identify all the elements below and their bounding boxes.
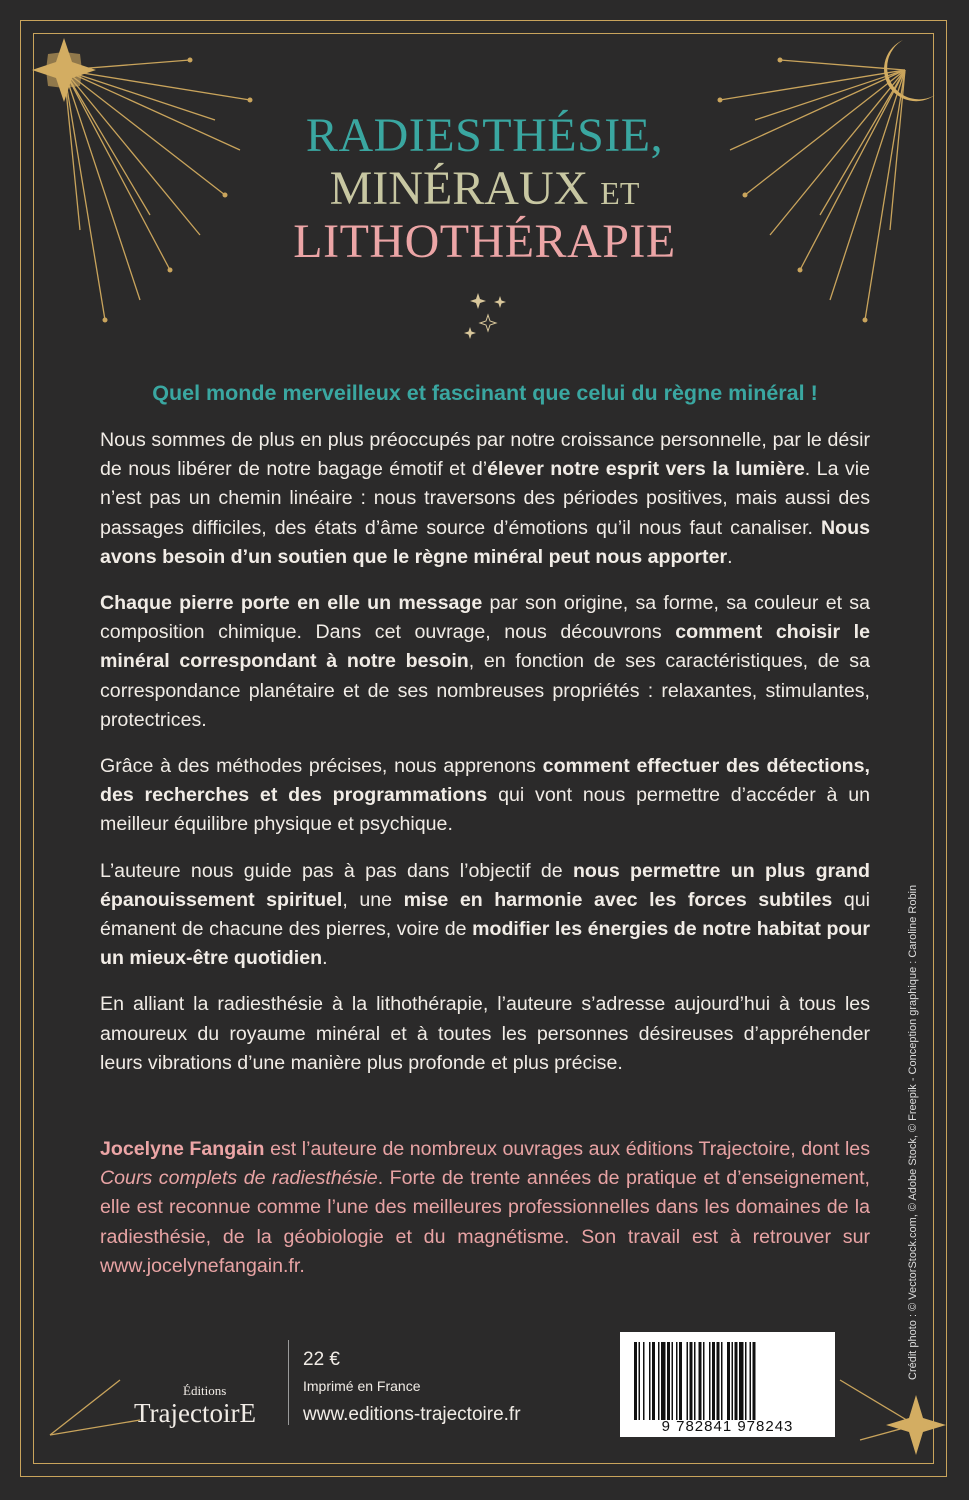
title-line-3: LITHOTHÉRAPIE bbox=[293, 215, 676, 268]
paragraph-5: En alliant la radiesthésie à la lithothérapie, l’auteure s’adresse aujourd’hui à tous les amoureux du royaume minéral et à toutes les personnes désireuses d’appréhender leurs vibrations d’une manière plus profonde et plus précise. bbox=[100, 993, 870, 1074]
author-name: Jocelyne Fangain bbox=[100, 1138, 265, 1160]
description bbox=[100, 426, 870, 1095]
title-line-1: RADIESTHÉSIE, bbox=[305, 109, 664, 162]
photo-credit: Crédit photo : © VectorStock.com, © Adobe Stock, © Freepik - Conception graphique : Caroline Robin bbox=[907, 884, 919, 1380]
publisher-logo: TrajectoirE bbox=[134, 1398, 256, 1428]
title-line-2 bbox=[0, 162, 969, 215]
bottom-moon-icon bbox=[41, 1398, 90, 1459]
title-mineraux: MINÉRAUX bbox=[329, 162, 589, 215]
printed-in: Imprimé en France bbox=[303, 1378, 421, 1394]
isbn-number: 9 782841 978243 bbox=[661, 1418, 794, 1435]
publisher-logo-small: Éditions bbox=[183, 1383, 227, 1398]
bottom-star-icon bbox=[886, 1395, 946, 1455]
paragraph-1: Nous sommes de plus en plus préoccupés par notre croissance personnelle, par le désir de nous libérer de notre bagage émotif et d’élever notre esprit vers la lumière. La vie n’est pas un chemin linéaire : nous traversons des périodes positives, mais aussi des passages difficiles, des états d’âme source d’émotions qu’il nous faut canaliser. Nous avons besoin d’un soutien que le règne minéral peut nous apporter. bbox=[100, 429, 870, 568]
paragraph-3: Grâce à des méthodes précises, nous apprenons comment effectuer des détections, des recherches et des programmations qui vont nous permettre d’accéder à un meilleur équilibre physique et psychique. bbox=[100, 755, 871, 836]
tagline: Quel monde merveilleux et fascinant que celui du règne minéral ! bbox=[152, 381, 818, 405]
footer-divider bbox=[288, 1340, 289, 1425]
author-bio: Jocelyne Fangain est l’auteure de nombreux ouvrages aux éditions Trajectoire, dont les Cours complets de radiesthésie. Forte de trente années de pratique et d’enseignement, elle est reconnue comme l’une des meilleures professionnelles dans les domaines de la radiesthésie, de la géobiologie et du magnétisme. Son travail est à retrouver sur www.jocelynefangain.fr. bbox=[100, 1138, 870, 1277]
title-et: ET bbox=[600, 175, 640, 211]
paragraph-2: Chaque pierre porte en elle un message par son origine, sa forme, sa couleur et sa composition chimique. Dans cet ouvrage, nous découvrons comment choisir le minéral correspondant à notre besoin, en fonction de ses caractéristiques, de sa correspondance planétaire et de ses nombreuses propriétés : relaxantes, stimulantes, protectrices. bbox=[100, 592, 870, 731]
paragraph-4: L’auteure nous guide pas à pas dans l’objectif de nous permettre un plus grand épanouissement spirituel, une mise en harmonie avec les forces subtiles qui émanent de chacune des pierres, voire de modifier les énergies de notre habitat pour un mieux-être quotidien. bbox=[100, 859, 871, 970]
publisher-website[interactable]: www.editions-trajectoire.fr bbox=[303, 1404, 521, 1425]
price: 22 € bbox=[303, 1349, 340, 1370]
